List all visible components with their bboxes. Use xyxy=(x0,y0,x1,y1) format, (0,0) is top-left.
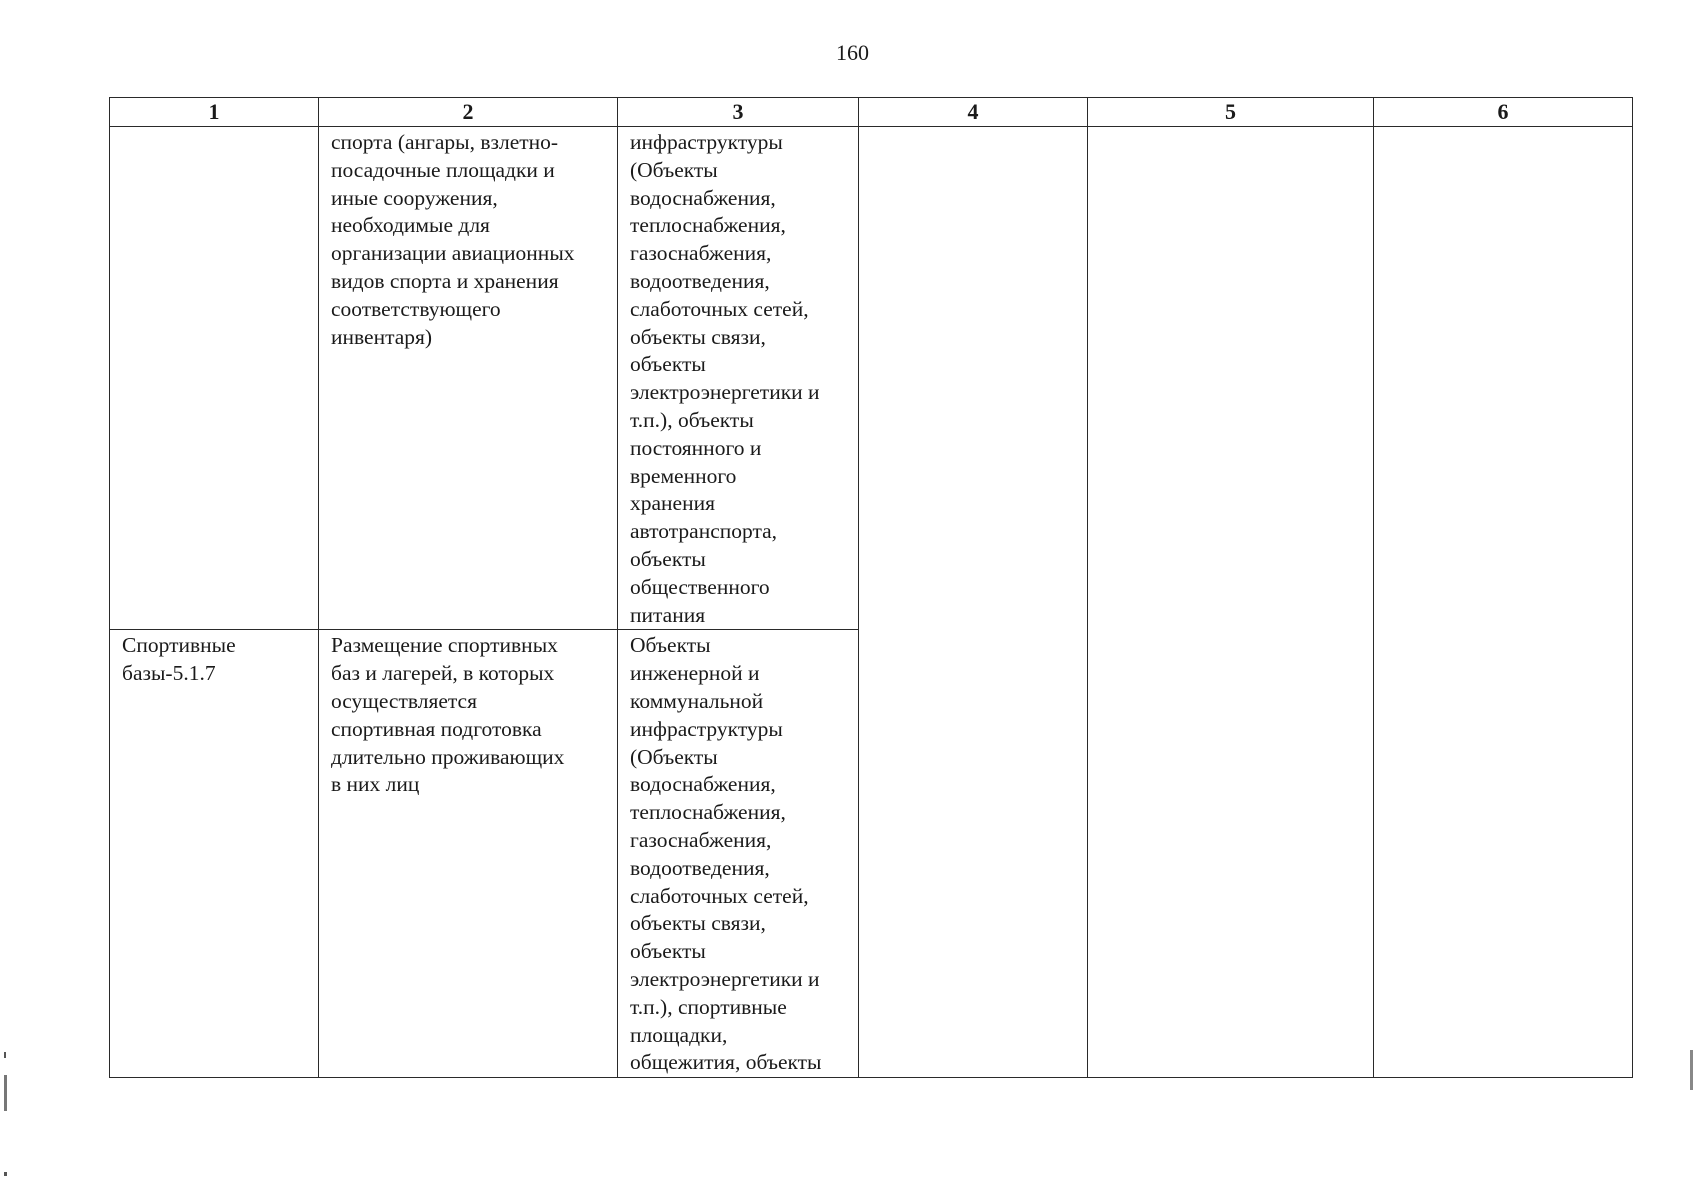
column-header-6: 6 xyxy=(1374,98,1633,127)
document-table xyxy=(109,97,1633,1078)
table-cell xyxy=(319,630,618,1078)
column-header-3: 3 xyxy=(618,98,859,127)
table-cell xyxy=(110,630,319,1078)
scan-mark xyxy=(4,1052,6,1058)
column-header-1: 1 xyxy=(110,98,319,127)
column-header-2: 2 xyxy=(319,98,618,127)
column-header-4: 4 xyxy=(859,98,1088,127)
table-cell xyxy=(618,630,859,1078)
cell-text: инфраструктуры (Объекты водоснабжения, теплоснабжения, газоснабжения, водоотведения, слаботочных сетей, объекты связи, объекты электроэнергетики и т.п.), объекты постоянного и временного хранения автотранспорта, объекты общественного питания xyxy=(630,130,820,627)
table-cell xyxy=(319,127,618,630)
table-header-row xyxy=(110,98,1633,127)
cell-text: Размещение спортивных баз и лагерей, в которых осуществляется спортивная подготовка длительно проживающих в них лиц xyxy=(331,633,565,797)
page-number: 160 xyxy=(836,40,869,65)
table-cell xyxy=(1374,127,1633,1078)
table-row xyxy=(110,127,1633,630)
table-cell xyxy=(110,127,319,630)
scan-mark xyxy=(4,1075,7,1111)
cell-text: Объекты инженерной и коммунальной инфраструктуры (Объекты водоснабжения, теплоснабжения, газоснабжения, водоотведения, слаботочных сетей, объекты связи, объекты электроэнергетики и т.п.), спортивные площадки, общежития, объекты xyxy=(630,633,822,1075)
table-cell xyxy=(1088,127,1374,1078)
cell-text: Спортивные базы-5.1.7 xyxy=(122,633,236,686)
scan-mark xyxy=(4,1172,7,1176)
column-header-5: 5 xyxy=(1088,98,1374,127)
table-cell xyxy=(618,127,859,630)
table-cell xyxy=(859,127,1088,1078)
scan-mark xyxy=(1690,1050,1693,1090)
cell-text: спорта (ангары, взлетно- посадочные площадки и иные сооружения, необходимые для организации авиационных видов спорта и хранения соответствующего инвентаря) xyxy=(331,130,575,349)
